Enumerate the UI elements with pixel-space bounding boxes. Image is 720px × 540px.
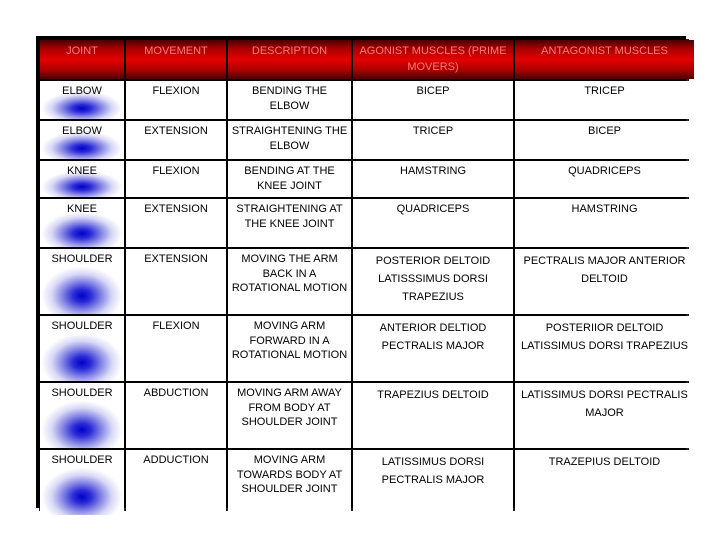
- header-description: DESCRIPTION: [228, 40, 351, 79]
- table-row: [40, 249, 694, 314]
- joint-cell: ELBOW: [40, 81, 124, 119]
- header-row: [40, 40, 694, 79]
- antagonist-cell: BICEP: [515, 121, 694, 159]
- description-cell: MOVING ARM AWAY FROM BODY AT SHOULDER JOINT: [228, 383, 351, 448]
- antagonist-cell: QUADRICEPS: [515, 161, 694, 197]
- table-row: [40, 81, 694, 119]
- agonist-cell: POSTERIOR DELTOID LATISSSIMUS DORSI TRAPEZIUS: [353, 249, 513, 314]
- table-row: [40, 199, 694, 247]
- table-row: [40, 316, 694, 381]
- muscle-table: [38, 38, 696, 517]
- joint-cell: KNEE: [40, 161, 124, 197]
- joint-cell: ELBOW: [40, 121, 124, 159]
- agonist-cell: LATISSIMUS DORSI PECTRALIS MAJOR: [353, 450, 513, 515]
- agonist-cell: ANTERIOR DELTIOD PECTRALIS MAJOR: [353, 316, 513, 381]
- joint-cell: KNEE: [40, 199, 124, 247]
- antagonist-cell: LATISSIMUS DORSI PECTRALIS MAJOR: [515, 383, 694, 448]
- movement-cell: FLEXION: [126, 81, 226, 119]
- movement-cell: FLEXION: [126, 161, 226, 197]
- agonist-cell: TRICEP: [353, 121, 513, 159]
- antagonist-cell: TRAZEPIUS DELTOID: [515, 450, 694, 515]
- joint-cell: SHOULDER: [40, 450, 124, 515]
- antagonist-cell: HAMSTRING: [515, 199, 694, 247]
- antagonist-cell: PECTRALIS MAJOR ANTERIOR DELTOID: [515, 249, 694, 314]
- movement-cell: FLEXION: [126, 316, 226, 381]
- joint-cell: SHOULDER: [40, 249, 124, 314]
- movement-cell: ABDUCTION: [126, 383, 226, 448]
- movement-cell: EXTENSION: [126, 249, 226, 314]
- header-joint: JOINT: [40, 40, 124, 79]
- description-cell: STRAIGHTENING AT THE KNEE JOINT: [228, 199, 351, 247]
- agonist-cell: QUADRICEPS: [353, 199, 513, 247]
- antagonist-cell: TRICEP: [515, 81, 694, 119]
- antagonist-cell: POSTERIIOR DELTOID LATISSIMUS DORSI TRAPEZIUS: [515, 316, 694, 381]
- agonist-cell: HAMSTRING: [353, 161, 513, 197]
- header-antagonist: ANTAGONIST MUSCLES: [515, 40, 694, 79]
- movement-cell: ADDUCTION: [126, 450, 226, 515]
- description-cell: BENDING THE ELBOW: [228, 81, 351, 119]
- description-cell: MOVING ARM FORWARD IN A ROTATIONAL MOTION: [228, 316, 351, 381]
- table-row: [40, 121, 694, 159]
- header-agonist: AGONIST MUSCLES (PRIME MOVERS): [353, 40, 513, 79]
- table-row: [40, 450, 694, 515]
- muscle-table-frame: [36, 36, 689, 508]
- table-row: [40, 161, 694, 197]
- joint-cell: SHOULDER: [40, 383, 124, 448]
- description-cell: BENDING AT THE KNEE JOINT: [228, 161, 351, 197]
- joint-cell: SHOULDER: [40, 316, 124, 381]
- description-cell: MOVING THE ARM BACK IN A ROTATIONAL MOTION: [228, 249, 351, 314]
- movement-cell: EXTENSION: [126, 121, 226, 159]
- movement-cell: EXTENSION: [126, 199, 226, 247]
- description-cell: MOVING ARM TOWARDS BODY AT SHOULDER JOINT: [228, 450, 351, 515]
- header-movement: MOVEMENT: [126, 40, 226, 79]
- table-row: [40, 383, 694, 448]
- agonist-cell: TRAPEZIUS DELTOID: [353, 383, 513, 448]
- description-cell: STRAIGHTENING THE ELBOW: [228, 121, 351, 159]
- agonist-cell: BICEP: [353, 81, 513, 119]
